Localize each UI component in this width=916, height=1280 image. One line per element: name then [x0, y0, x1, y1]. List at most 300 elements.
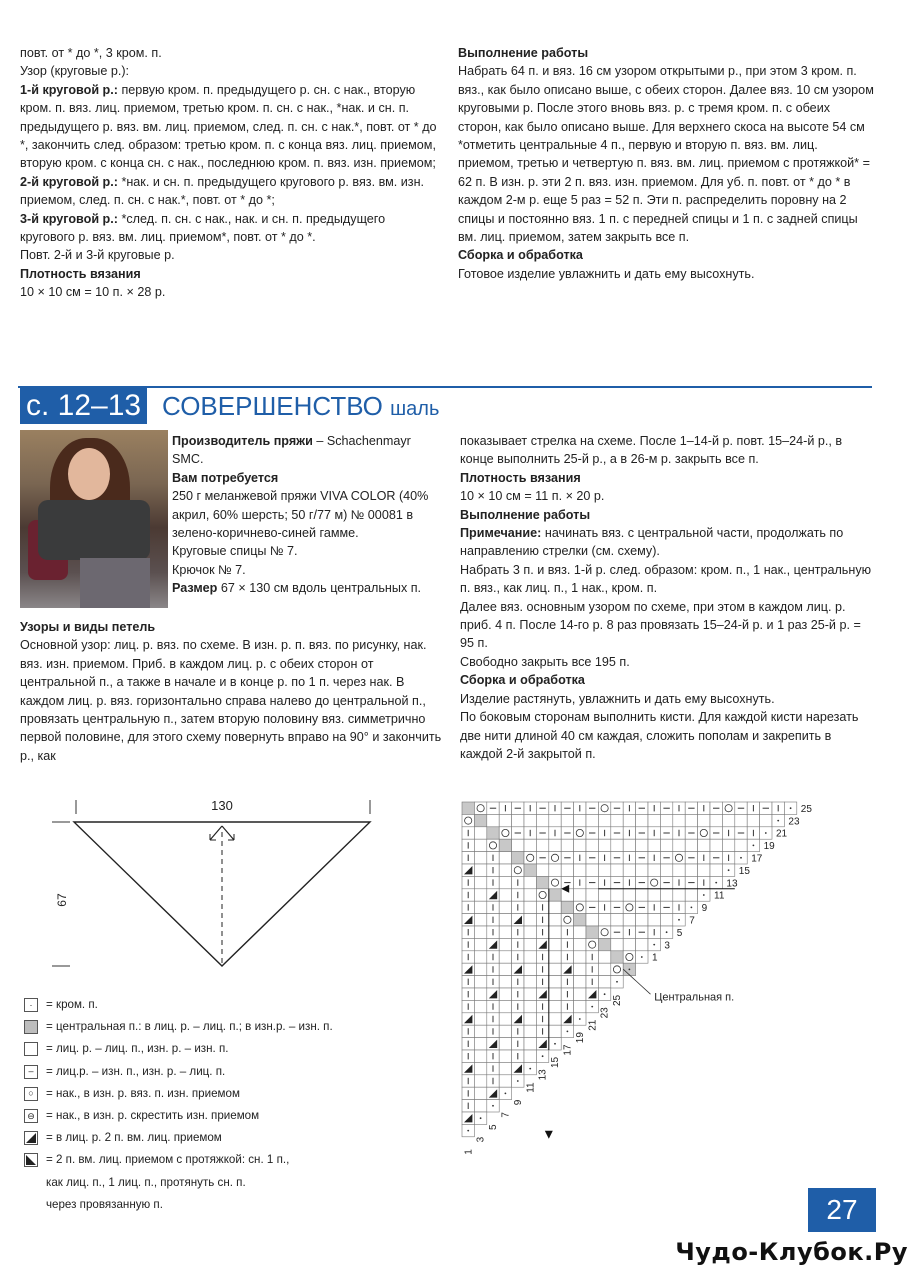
chart-cell [574, 951, 586, 963]
chart-cell [623, 864, 635, 876]
chart-cell [512, 914, 524, 926]
chart-cell [524, 1025, 536, 1037]
chart-cell [698, 827, 710, 839]
row-number: 25 [612, 994, 624, 1006]
chart-cell [586, 938, 598, 950]
edge-stitch-mark [753, 845, 755, 847]
chart-cell [499, 901, 511, 913]
chart-cell [536, 938, 548, 950]
chart-cell [574, 839, 586, 851]
chart-cell [747, 814, 759, 826]
chart-cell [611, 814, 623, 826]
edge-stitch-mark [703, 894, 705, 896]
chart-cell [710, 864, 722, 876]
work-title: Выполнение работы [458, 46, 589, 60]
chart-cell [487, 839, 499, 851]
chart-cell [499, 951, 511, 963]
chart-cell [474, 802, 486, 814]
top-right-text [458, 44, 874, 283]
chart-cell [524, 839, 536, 851]
chart-cell [549, 1025, 561, 1037]
row-number: 11 [714, 890, 725, 902]
chart-cell [549, 1000, 561, 1012]
row-number: 9 [701, 903, 708, 915]
chart-cell [735, 839, 747, 851]
chart-cell [524, 864, 536, 876]
assembly-line: По боковым сторонам выполнить кисти. Для каждой кисти нарезать две нити длиной 40 см каждая, сложить пополам и закрепить в каждой 2-й закрытой п. [460, 710, 859, 761]
chart-cell [574, 827, 586, 839]
chart-cell [474, 1075, 486, 1087]
chart-cell [673, 864, 685, 876]
chart-cell [474, 876, 486, 888]
edge-stitch-mark [505, 1093, 507, 1095]
chart-cell [561, 814, 573, 826]
chart-cell [561, 839, 573, 851]
legend-item: = центральная п.: в лиц. р. – лиц. п.; в изн.р. – изн. п. [22, 1016, 333, 1038]
chart-cell [586, 814, 598, 826]
chart-cell [598, 802, 610, 814]
chart-cell [474, 1100, 486, 1112]
chart-cell [524, 852, 536, 864]
chart-cell [549, 814, 561, 826]
edge-stitch-mark [728, 869, 730, 871]
chart-cell [611, 864, 623, 876]
chart-cell [636, 914, 648, 926]
shawl-schematic [40, 792, 380, 972]
chart-cell [623, 889, 635, 901]
chart-cell [474, 926, 486, 938]
chart-cell [722, 839, 734, 851]
material-item: Крючок № 7. [172, 562, 246, 577]
producer: – Schachenmayr SMC. [172, 434, 411, 467]
page-range-badge: с. 12–13 [20, 388, 147, 424]
chart-cell [586, 889, 598, 901]
chart-cell [512, 1013, 524, 1025]
chart-cell [512, 852, 524, 864]
chart-cell [536, 876, 548, 888]
chart-cell [611, 914, 623, 926]
chart-cell [660, 814, 672, 826]
section-title: СОВЕРШЕНСТВО шаль [162, 391, 440, 421]
chart-cell [474, 963, 486, 975]
assembly-text: Готовое изделие увлажнить и дать ему высохнуть. [458, 266, 755, 281]
chart-cell [574, 864, 586, 876]
work-line: Далее вяз. основным узором по схеме, при этом в каждом лиц. р. приб. 4 п. После 14-го р. 8 раз провязать 15–24-й р. и 1 раз 25-й р. = 95 п. [460, 599, 861, 651]
chart-cell [499, 1013, 511, 1025]
row-number: 13 [537, 1069, 549, 1081]
patterns-title: Узоры и виды петель [20, 620, 156, 634]
chart-cell [735, 814, 747, 826]
chart-cell [636, 889, 648, 901]
pattern-row-1: 1-й круговой р.: первую кром. п. предыдущего р. сн. с нак., вторую кром. п. вяз. лиц. приемом, третью кром. п. сн. с нак., *нак. и сн. п. предыдущего р. вяз. вм. лиц. приемом, след. п. сн. с нак.*, повт. от * до *, закончить след. образом: третью кром. п. с конца вяз. лиц. приемом, вторую кром. с конца сн. с нак., последнюю кром. п. вяз. изн. приемом; [20, 82, 437, 171]
chart-cell [574, 963, 586, 975]
chart-cell [499, 963, 511, 975]
chart-cell [586, 914, 598, 926]
chart-cell [660, 864, 672, 876]
top-left-text [20, 44, 442, 302]
chart-cell [561, 914, 573, 926]
chart-cell [574, 976, 586, 988]
chart-cell [474, 864, 486, 876]
chart-cell [648, 876, 660, 888]
chart-cell [574, 938, 586, 950]
chart-cell [611, 889, 623, 901]
chart-cell [474, 976, 486, 988]
chart-cell [474, 1050, 486, 1062]
chart-cell [660, 914, 672, 926]
chart-cell [499, 864, 511, 876]
row-number: 17 [562, 1044, 574, 1056]
note-label: Примечание: [460, 526, 542, 541]
knit-stitch-icon [24, 1042, 38, 1056]
chart-cell [698, 839, 710, 851]
chart-cell [512, 814, 524, 826]
chart-cell [536, 814, 548, 826]
chart-cell [760, 814, 772, 826]
continuation-text: показывает стрелка на схеме. После 1–14-й р. повт. 15–24-й р., в конце выполнить 25-й р., а в 26-м р. закрыть все п. [460, 434, 843, 467]
work-text: Набрать 64 п. и вяз. 16 см узором открытыми р., при этом 3 кром. п. вяз., как было описано выше, с обеих сторон. Далее вяз. 10 см узором круговыми р. После этого вновь вяз. р. с тремя кром. п. с обеих сторон, как было описано выше. Для верхнего скоса на высоте 54 см *отметить центральные 4 п., первую и вторую п. вяз. вм. лиц. приемом, третью и четвертую п. вяз. вм. лиц. приемом с протяжкой* = 62 п. В изн. р. эти 2 п. вяз. изн. приемом. Для уб. п. повт. от * до * в каждом 2-м р. еще 5 раз = 52 п. Эти п. распределить поровну на 2 спицы и постоянно вяз. 1 п. с передней спицы и 1 п. с задней спицы вм. лиц. приемом, затем закрыть все п. [458, 64, 874, 245]
edge-stitch-icon: · [24, 998, 38, 1012]
chart-cell [524, 1050, 536, 1062]
purl-stitch-icon: – [24, 1065, 38, 1079]
legend-item: ○ = нак., в изн. р. вяз. п. изн. приемом [22, 1083, 333, 1105]
chart-cell [685, 889, 697, 901]
chart-cell [574, 926, 586, 938]
knitting-chart [456, 796, 836, 1186]
row-number: 9 [512, 1099, 524, 1106]
chart-cell [474, 839, 486, 851]
row-number: 7 [689, 915, 695, 927]
chart-cell [499, 1062, 511, 1074]
chart-cell [536, 864, 548, 876]
row-number: 23 [788, 816, 800, 828]
material-item: Круговые спицы № 7. [172, 544, 298, 559]
chart-cell [499, 889, 511, 901]
chart-cell [499, 976, 511, 988]
chart-cell [685, 814, 697, 826]
edge-stitch-mark [777, 820, 779, 822]
size: 67 × 130 см вдоль центральных п. [217, 581, 422, 596]
row-number: 3 [664, 940, 670, 952]
chart-cell [524, 976, 536, 988]
row-number: 5 [676, 927, 683, 939]
chart-cell [648, 814, 660, 826]
chart-cell [499, 852, 511, 864]
density-title: Плотность вязания [460, 470, 581, 485]
edge-stitch-mark [629, 969, 631, 971]
chart-cell [512, 864, 524, 876]
edge-stitch-mark [467, 1130, 469, 1132]
chart-cell [474, 1062, 486, 1074]
central-stitch-label: Центральная п. [654, 991, 735, 1004]
arrow-head [545, 1131, 553, 1139]
chart-cell [499, 1075, 511, 1087]
edge-stitch-mark [517, 1080, 519, 1082]
chart-cell [611, 963, 623, 975]
row-number: 17 [751, 853, 763, 865]
chart-cell [549, 938, 561, 950]
work-line: Свободно закрыть все 195 п. [460, 654, 630, 669]
chart-cell [574, 1000, 586, 1012]
chart-cell [549, 876, 561, 888]
chart-cell [474, 1000, 486, 1012]
pattern-row-2: 2-й круговой р.: *нак. и сн. п. предыдущего кругового р. вяз. вм. изн. приемом, след. п. сн. с нак.*, повт. от * до *; [20, 174, 425, 208]
chart-cell [648, 914, 660, 926]
density-value: 10 × 10 см = 10 п. × 28 р. [20, 285, 166, 300]
chart-cell [524, 814, 536, 826]
edge-stitch-mark [591, 1006, 593, 1008]
chart-cell [549, 914, 561, 926]
row-number: 21 [587, 1019, 599, 1031]
patterns-text: Основной узор: лиц. р. вяз. по схеме. В изн. р. п. вяз. по рисунку, нак. вяз. изн. приемом. Приб. в каждом лиц. р. с обеих сторон от центральной п., а также в начале и в конце р. по 1 п. через нак. В каждом лиц. р. вяз. горизонтально справа налево до центральной п., провязать центральную п., затем вторую половину вяз. симметрично первой половине, для этого схему повернуть вправо на 90° и закончить р., как [20, 638, 442, 763]
chart-cell [549, 839, 561, 851]
chart-cell [462, 814, 474, 826]
chart-cell [474, 1025, 486, 1037]
row-number: 23 [599, 1007, 611, 1019]
edge-stitch-mark [678, 919, 680, 921]
chart-cell [549, 988, 561, 1000]
chart-cell [549, 963, 561, 975]
chart-cell [549, 852, 561, 864]
chart-cell [462, 1112, 474, 1124]
chart-cell [623, 951, 635, 963]
chart-cell [673, 889, 685, 901]
chart-cell [524, 938, 536, 950]
chart-cell [598, 976, 610, 988]
chart-cell [474, 889, 486, 901]
row-number: 5 [488, 1124, 500, 1130]
chart-cell [722, 802, 734, 814]
repeat-note: Повт. 2-й и 3-й круговые р. [20, 248, 175, 263]
text-line: повт. от * до *, 3 кром. п. [20, 46, 162, 60]
watermark: Чудо-Клубок.Ру [675, 1238, 908, 1266]
chart-cell [561, 864, 573, 876]
right-column [460, 432, 874, 763]
edge-stitch-mark [604, 993, 606, 995]
chart-cell [586, 926, 598, 938]
work-title: Выполнение работы [460, 507, 591, 522]
assembly-title: Сборка и обработка [460, 673, 585, 688]
chart-cell [499, 839, 511, 851]
edge-stitch-mark [554, 1043, 556, 1045]
chart-cell [685, 864, 697, 876]
chart-cell [623, 839, 635, 851]
row-number: 19 [574, 1032, 586, 1044]
chart-cell [574, 988, 586, 1000]
legend-item: ⊖ = нак., в изн. р. скрестить изн. приемом [22, 1105, 333, 1127]
row-number: 1 [463, 1149, 475, 1155]
note-text: начинать вяз. с центральной части, продолжать по направлению стрелки (см. схему). [460, 526, 844, 559]
chart-cell [598, 951, 610, 963]
chart-cell [598, 926, 610, 938]
chart-cell [698, 814, 710, 826]
materials [172, 432, 442, 598]
chart-cell [524, 914, 536, 926]
chart-cell [487, 938, 499, 950]
legend [22, 994, 333, 1216]
density-title: Плотность вязания [20, 266, 141, 281]
chart-cell [474, 814, 486, 826]
central-stitch-icon [24, 1020, 38, 1034]
chart-cell [474, 827, 486, 839]
material-item: 250 г меланжевой пряжи VIVA COLOR (40% акрил, 60% шерсть; 50 г/77 м) № 00081 в зелено-коричнево-синей гамме. [172, 489, 429, 541]
edge-stitch-mark [666, 931, 668, 933]
chart-cell [623, 914, 635, 926]
chart-cell [499, 1038, 511, 1050]
chart-cell [549, 864, 561, 876]
chart-cell [487, 827, 499, 839]
row-number: 7 [500, 1112, 512, 1118]
work-line: Набрать 3 п. и вяз. 1-й р. след. образом: кром. п., 1 нак., центральную п. вяз., как лиц. п., 1 нак., кром. п. [460, 562, 872, 596]
chart-cell [636, 814, 648, 826]
chart-cell [474, 852, 486, 864]
producer-label: Производитель пряжи [172, 434, 313, 448]
ssk-icon [24, 1153, 38, 1167]
chart-cell [474, 1087, 486, 1099]
chart-cell [524, 1000, 536, 1012]
edge-stitch-mark [790, 807, 792, 809]
density-value: 10 × 10 см = 11 п. × 20 р. [460, 489, 605, 504]
chart-cell [648, 839, 660, 851]
chart-cell [474, 951, 486, 963]
chart-cell [660, 889, 672, 901]
chart-cell [574, 914, 586, 926]
chart-cell [524, 926, 536, 938]
chart-cell [462, 802, 474, 814]
chart-cell [636, 864, 648, 876]
width-label: 130 [211, 798, 233, 813]
edge-stitch-mark [567, 1031, 569, 1033]
legend-item: – = лиц.р. – изн. п., изн. р. – лиц. п. [22, 1061, 333, 1083]
edge-stitch-mark [715, 882, 717, 884]
legend-item: = 2 п. вм. лиц. приемом с протяжкой: сн. 1 п., как лиц. п., 1 лиц. п., протянуть сн. п. через провязанную п. [22, 1149, 333, 1216]
chart-cell [549, 926, 561, 938]
chart-cell [710, 814, 722, 826]
text-line: Узор (круговые р.): [20, 64, 130, 79]
patterns [20, 618, 442, 765]
chart-cell [636, 938, 648, 950]
chart-cell [524, 901, 536, 913]
chart-cell [598, 963, 610, 975]
row-number: 21 [776, 828, 788, 840]
edge-stitch-mark [740, 857, 742, 859]
edge-stitch-mark [579, 1018, 581, 1020]
chart-cell [512, 839, 524, 851]
chart-cell [685, 839, 697, 851]
chart-cell [598, 938, 610, 950]
height-label: 67 [55, 893, 69, 907]
chart-cell [499, 876, 511, 888]
edge-stitch-mark [641, 956, 643, 958]
edge-stitch-mark [542, 1055, 544, 1057]
k2tog-icon [24, 1131, 38, 1145]
chart-cell [623, 814, 635, 826]
chart-cell [611, 839, 623, 851]
chart-cell [623, 938, 635, 950]
chart-cell [586, 864, 598, 876]
chart-cell [611, 938, 623, 950]
assembly-title: Сборка и обработка [458, 248, 583, 263]
chart-cell [574, 814, 586, 826]
chart-cell [499, 1025, 511, 1037]
chart-cell [598, 839, 610, 851]
pattern-row-3: 3-й круговой р.: *след. п. сн. с нак., нак. и сн. п. предыдущего кругового р. вяз. вм. лиц. приемом*, повт. от * до *. [20, 211, 386, 245]
chart-cell [474, 938, 486, 950]
chart-cell [549, 951, 561, 963]
chart-cell [673, 839, 685, 851]
chart-cell [524, 1013, 536, 1025]
chart-cell [524, 1038, 536, 1050]
chart-cell [574, 889, 586, 901]
chart-cell [611, 951, 623, 963]
legend-item: = лиц. р. – лиц. п., изн. р. – изн. п. [22, 1038, 333, 1060]
chart-cell [487, 814, 499, 826]
edge-stitch-mark [653, 944, 655, 946]
model-photo [20, 430, 168, 608]
chart-cell [623, 901, 635, 913]
legend-item: · = кром. п. [22, 994, 333, 1016]
chart-cell [499, 926, 511, 938]
chart-cell [499, 914, 511, 926]
yarn-over-icon: ○ [24, 1087, 38, 1101]
row-number: 25 [800, 803, 812, 815]
chart-cell [549, 1013, 561, 1025]
row-number: 1 [652, 952, 658, 964]
chart-cell [673, 814, 685, 826]
chart-cell [474, 1013, 486, 1025]
size-label: Размер [172, 581, 218, 596]
edge-stitch-mark [529, 1068, 531, 1070]
chart-cell [648, 889, 660, 901]
chart-cell [524, 876, 536, 888]
chart-cell [524, 951, 536, 963]
chart-cell [598, 864, 610, 876]
row-number: 15 [738, 865, 750, 877]
row-number: 19 [763, 841, 775, 853]
central-leader-line [623, 969, 650, 994]
edge-stitch-mark [480, 1117, 482, 1119]
need-label: Вам потребуется [172, 470, 279, 485]
chart-cell [648, 864, 660, 876]
row-number: 11 [525, 1082, 537, 1093]
legend-item: = в лиц. р. 2 п. вм. лиц. приемом [22, 1127, 333, 1149]
crossed-yarn-over-icon: ⊖ [24, 1109, 38, 1123]
chart-cell [524, 963, 536, 975]
edge-stitch-mark [616, 981, 618, 983]
chart-cell [499, 1050, 511, 1062]
chart-cell [549, 976, 561, 988]
chart-cell [474, 901, 486, 913]
edge-stitch-mark [492, 1105, 494, 1107]
chart-cell [636, 839, 648, 851]
chart-cell [499, 988, 511, 1000]
chart-cell [660, 839, 672, 851]
chart-cell [499, 1000, 511, 1012]
assembly-line: Изделие растянуть, увлажнить и дать ему высохнуть. [460, 691, 775, 706]
chart-cell [474, 914, 486, 926]
chart-cell [536, 889, 548, 901]
chart-cell [710, 839, 722, 851]
page-number: 27 [808, 1188, 876, 1232]
edge-stitch-mark [691, 907, 693, 909]
chart-cell [586, 839, 598, 851]
row-number: 15 [550, 1056, 562, 1068]
chart-cell [474, 1038, 486, 1050]
chart-cell [598, 889, 610, 901]
chart-cell [549, 901, 561, 913]
chart-cell [673, 852, 685, 864]
chart-cell [499, 827, 511, 839]
